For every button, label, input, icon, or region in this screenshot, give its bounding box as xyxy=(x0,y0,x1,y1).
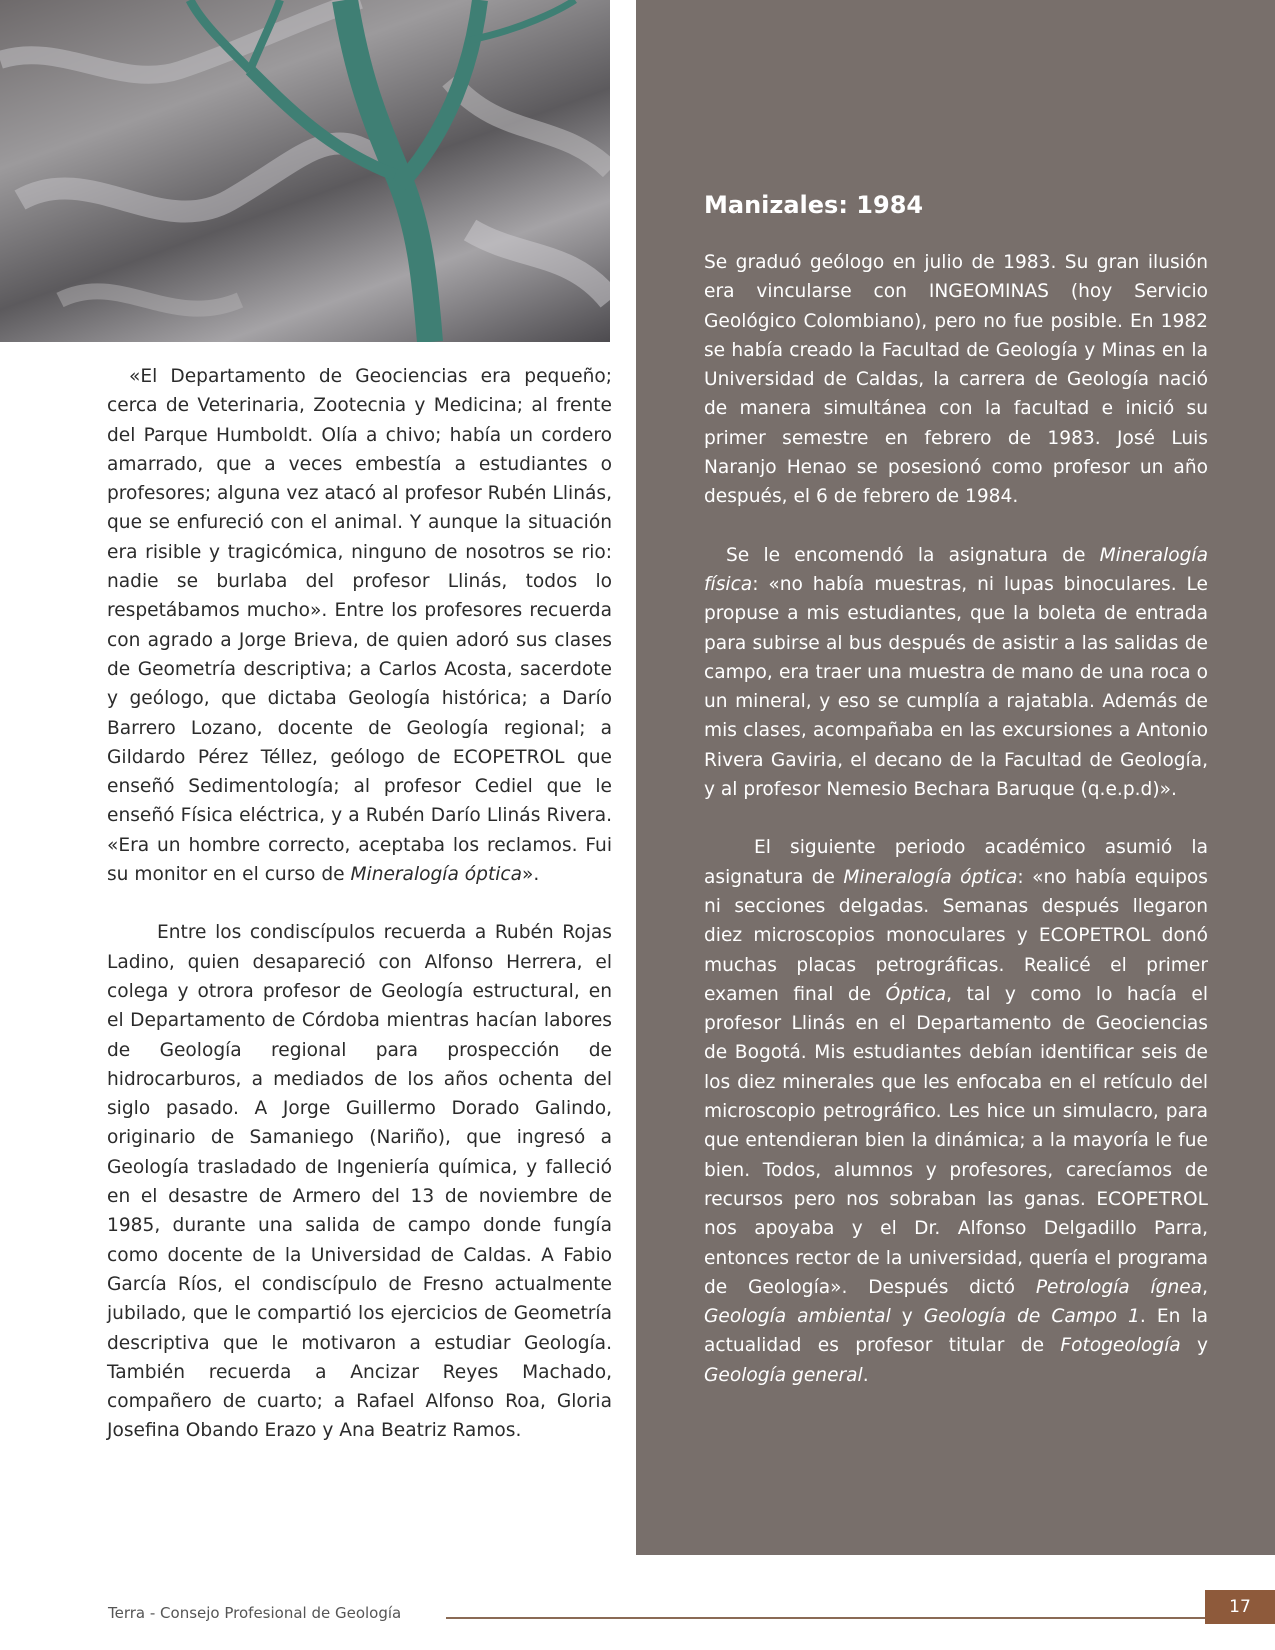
left-paragraph-1: «El Departamento de Geociencias era pequeño; cerca de Veterinaria, Zootecnia y Medicina; al frente del Parque Humboldt. Olía a chivo; había un cordero amarrado, que a veces embestía a estudiantes o profesores; alguna vez atacó al profesor Rubén Llinás, que se enfureció con el animal. Y aunque la situación era risible y tragicómica, ninguno de nosotros se rio: nadie se burlaba del profesor Llinás, todos lo respetábamos mucho». Entre los profesores recuerda con agrado a Jorge Brieva, de quien adoró sus clases de Geometría descriptiva; a Carlos Acosta, sacerdote y geólogo, que dictaba Geología histórica; a Darío Barrero Lozano, docente de Geología regional; a Gildardo Pérez Téllez, geólogo de ECOPETROL que enseñó Sedimentología; al profesor Cediel que le enseñó Física eléctrica, y a Rubén Darío Llinás Rivera. «Era un hombre correcto, aceptaba los reclamos. Fui su monitor en el curso de Mineralogía óptica». xyxy=(107,366,612,886)
braided-river-icon xyxy=(0,0,610,342)
page-number: 17 xyxy=(1205,1590,1275,1624)
footer-divider xyxy=(446,1617,1206,1619)
left-paragraph-2: Entre los condiscípulos recuerda a Rubén Rojas Ladino, quien desapareció con Alfonso Herrera, el colega y otrora profesor de Geología estructural, en el Departamento de Córdoba mientras hacían labores de Geología regional para prospección de hidrocarburos, a mediados de los años ochenta del siglo pasado. A Jorge Guillermo Dorado Galindo, originario de Samaniego (Nariño), que ingresó a Geología trasladado de Ingeniería química, y falleció en el desastre de Armero del 13 de noviembre de 1985, durante una salida de campo donde fungía como docente de la Universidad de Caldas. A Fabio García Ríos, el condiscípulo de Fresno actualmente jubilado, que le compartió los ejercicios de Geometría descriptiva que le motivaron a estudiar Geología. También recuerda a Ancizar Reyes Machado, compañero de cuarto; a Rafael Alfonso Roa, Gloria Josefina Obando Erazo y Ana Beatriz Ramos. xyxy=(107,922,612,1442)
right-column xyxy=(704,190,1208,1419)
right-paragraph-3: El siguiente periodo académico asumió la asignatura de Mineralogía óptica: «no había equipos ni secciones delgadas. Semanas después llegaron diez microscopios monoculares y ECOPETROL donó muchas placas petrográficas. Realicé el primer examen final de Óptica, tal y como lo hacía el profesor Llinás en el Departamento de Geociencias de Bogotá. Mis estudiantes debían identificar seis de los diez minerales que les enfocaba en el retículo del microscopio petrográfico. Les hice un simulacro, para que entendieran bien la dinámica; a la mayoría le fue bien. Todos, alumnos y profesores, carecíamos de recursos pero nos sobraban las ganas. ECOPETROL nos apoyaba y el Dr. Alfonso Delgadillo Parra, entonces rector de la universidad, quería el programa de Geología». Después dictó Petrología ígnea, Geología ambiental y Geología de Campo 1. En la actualidad es profesor titular de Fotogeología y Geología general. xyxy=(704,837,1208,1386)
section-heading: Manizales: 1984 xyxy=(704,191,924,219)
right-paragraph-1: Se graduó geólogo en julio de 1983. Su gran ilusión era vincularse con INGEOMINAS (hoy Servicio Geológico Colombiano), pero no fue posible. En 1982 se había creado la Facultad de Geología y Minas en la Universidad de Caldas, la carrera de Geología nació de manera simultánea con la facultad e inició su primer semestre en febrero de 1983. José Luis Naranjo Henao se posesionó como profesor un año después, el 6 de febrero de 1984. xyxy=(704,252,1208,508)
aerial-river-photo xyxy=(0,0,610,342)
footer-publication-title: Terra - Consejo Profesional de Geología xyxy=(108,1604,402,1622)
left-column xyxy=(107,362,612,1475)
right-paragraph-2: Se le encomendó la asignatura de Mineralogía física: «no había muestras, ni lupas binoculares. Le propuse a mis estudiantes, que la boleta de entrada para subirse al bus después de asistir a las salidas de campo, era traer una muestra de mano de una roca o un mineral, y eso se cumplía a rajatabla. Además de mis clases, acompañaba en las excursiones a Antonio Rivera Gaviria, el decano de la Facultad de Geología, y al profesor Nemesio Bechara Baruque (q.e.p.d)». xyxy=(704,544,1208,801)
